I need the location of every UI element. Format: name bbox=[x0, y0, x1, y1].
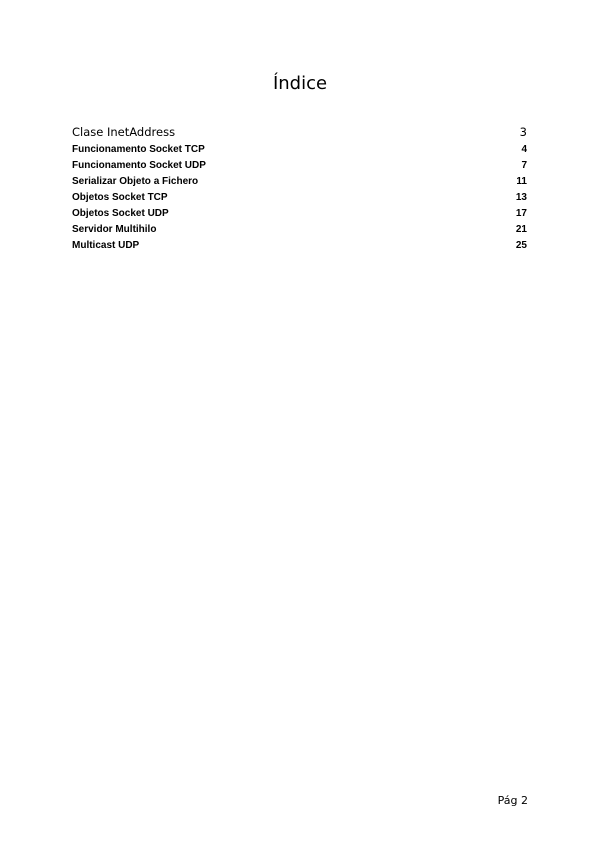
toc-entry-page: 4 bbox=[521, 144, 527, 155]
toc-entry[interactable] bbox=[72, 238, 528, 254]
toc-entry-label: Objetos Socket UDP bbox=[72, 208, 169, 219]
toc-entry-label: Servidor Multihilo bbox=[72, 224, 157, 235]
toc-entry-label: Clase InetAddress bbox=[72, 125, 176, 139]
toc-entry-label: Serializar Objeto a Fichero bbox=[72, 176, 199, 187]
toc-entry[interactable] bbox=[72, 158, 528, 174]
toc-entry-page: 11 bbox=[516, 176, 527, 187]
toc-entry-label: Multicast UDP bbox=[72, 240, 140, 251]
toc-entry[interactable] bbox=[72, 123, 528, 142]
toc-entry-label: Funcionamento Socket UDP bbox=[72, 160, 206, 171]
toc-entry[interactable] bbox=[72, 206, 528, 222]
toc-entry-page: 7 bbox=[521, 160, 527, 171]
toc-entry-page: 17 bbox=[515, 208, 527, 219]
toc-entry-page: 3 bbox=[519, 125, 527, 139]
toc-entry[interactable] bbox=[72, 142, 528, 158]
toc-entry-page: 13 bbox=[515, 192, 527, 203]
toc-entry-label: Funcionamento Socket TCP bbox=[72, 144, 205, 155]
toc-entry-label: Objetos Socket TCP bbox=[72, 192, 168, 203]
page-title: Índice bbox=[272, 73, 328, 94]
toc-entry-page: 21 bbox=[515, 224, 527, 235]
toc-entry[interactable] bbox=[72, 174, 528, 190]
toc-entry[interactable] bbox=[72, 222, 528, 238]
page-number: Pág 2 bbox=[497, 794, 528, 807]
toc-entry-page: 25 bbox=[515, 240, 527, 251]
table-of-contents bbox=[72, 123, 528, 254]
toc-entry[interactable] bbox=[72, 190, 528, 206]
